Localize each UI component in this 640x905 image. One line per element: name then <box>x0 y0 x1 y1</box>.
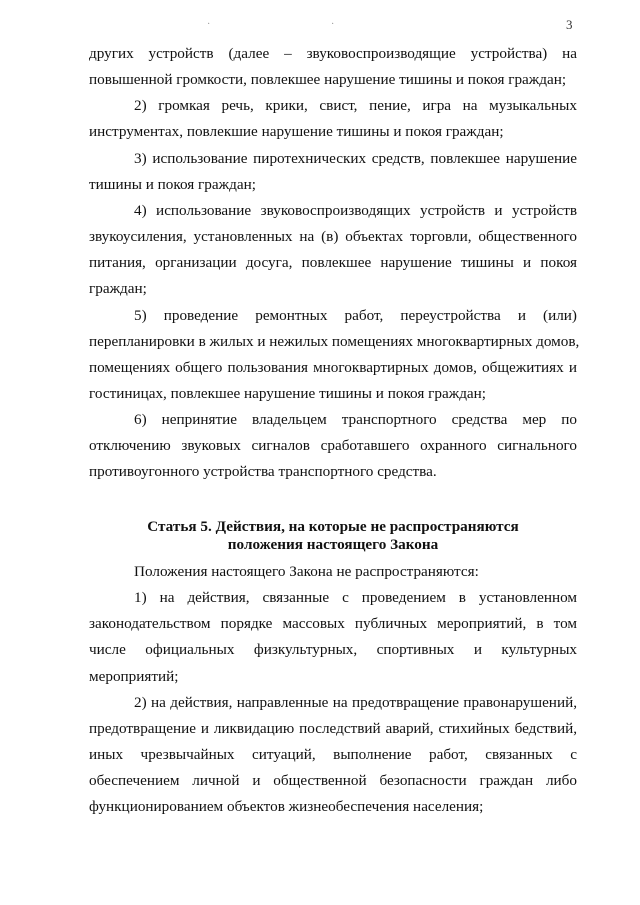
text-line: 4) использование звуковоспроизводящих устройств и устройств <box>134 201 577 219</box>
text-line: мероприятий; <box>89 667 179 685</box>
text-line: законодательством порядке массовых публичных мероприятий, в том <box>89 615 577 633</box>
text-line: гостиницах, повлекшее нарушение тишины и покоя граждан; <box>89 384 487 402</box>
text-line: питания, организации досуга, повлекшее нарушение тишины и покоя <box>89 254 577 272</box>
text-line: предотвращение и ликвидацию последствий аварий, стихийных бедствий, <box>89 719 577 737</box>
text-line: числе официальных физкультурных, спортивных и культурных <box>89 641 577 659</box>
text-line: перепланировки в жилых и нежилых помещениях многоквартирных домов, <box>89 332 580 350</box>
text-line: иных чрезвычайных ситуаций, выполнение работ, связанных с <box>89 746 577 764</box>
scan-speck: · <box>207 19 211 30</box>
text-line: звукоусиления, установленных на (в) объектах торговли, общественного <box>89 228 577 246</box>
text-line: 5) проведение ремонтных работ, переустройства и (или) <box>134 306 577 324</box>
text-line: помещениях общего пользования многоквартирных домов, общежитиях и <box>89 358 577 376</box>
text-line: 2) громкая речь, крики, свист, пение, игра на музыкальных <box>134 97 577 115</box>
article-5-heading-line-2: положения настоящего Закона <box>227 536 439 553</box>
text-line: других устройств (далее – звуковоспроизводящие устройства) на <box>89 45 577 62</box>
text-line: противоугонного устройства транспортного средства. <box>89 463 437 481</box>
text-line: 2) на действия, направленные на предотвращение правонарушений, <box>134 693 577 711</box>
text-line: повышенной громкости, повлекшее нарушение тишины и покоя граждан; <box>89 71 567 89</box>
text-line: граждан; <box>89 280 147 298</box>
text-line: тишины и покоя граждан; <box>89 175 256 193</box>
text-line: обеспечением личной и общественной безопасности граждан либо <box>89 772 577 790</box>
article-5-heading-line-1: Статья 5. Действия, на которые не распространяются <box>147 518 519 535</box>
text-line: 1) на действия, связанные с проведением в установленном <box>134 589 577 607</box>
text-line: отключению звуковых сигналов сработавшего охранного сигнального <box>89 437 577 455</box>
page-number: 3 <box>566 17 573 32</box>
text-line: Положения настоящего Закона не распространяются: <box>134 563 479 580</box>
text-line: инструментах, повлекшие нарушение тишины и покоя граждан; <box>89 123 504 141</box>
text-line: функционированием объектов жизнеобеспечения населения; <box>89 798 484 816</box>
text-line: 3) использование пиротехнических средств, повлекшее нарушение <box>134 149 577 167</box>
scan-speck: · <box>331 19 335 30</box>
text-line: 6) непринятие владельцем транспортного средства мер по <box>134 411 577 429</box>
